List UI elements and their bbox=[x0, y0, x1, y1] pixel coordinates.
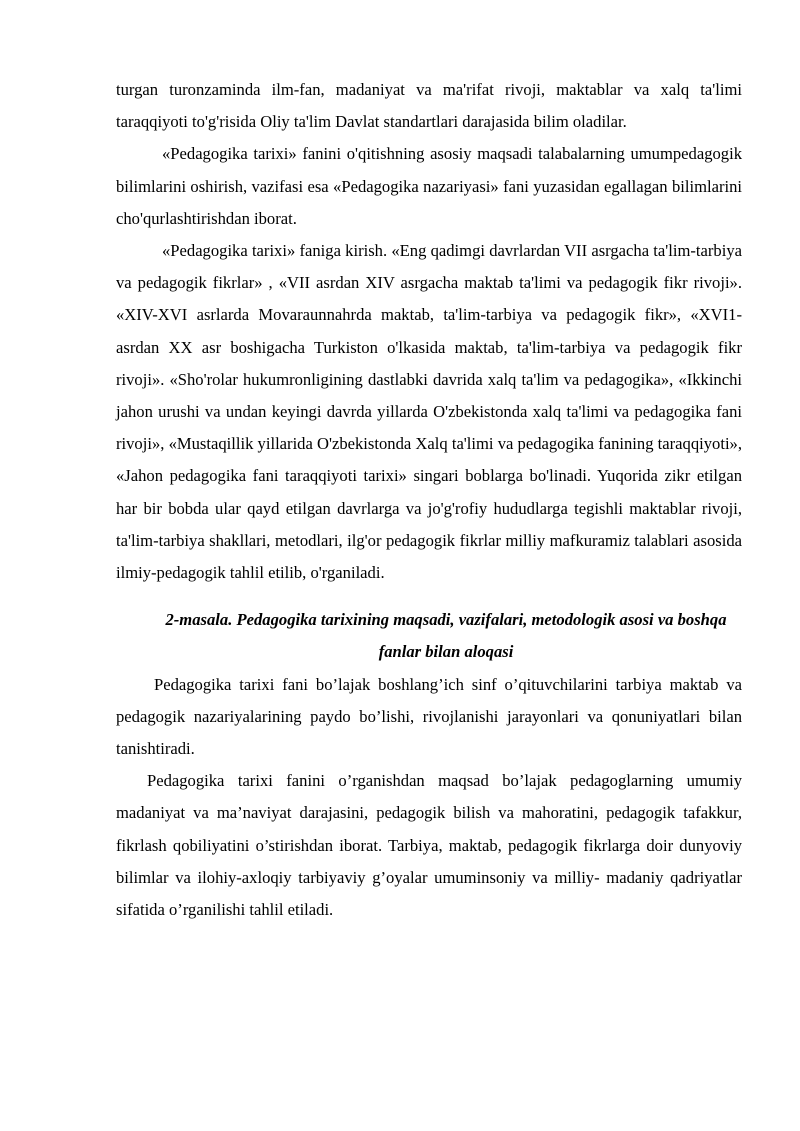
paragraph-course-chapters: «Pedagogika tarixi» faniga kirish. «Eng qadimgi davrlardan VII asrgacha ta'lim-tarbiya va pedagogik fikrlar» , «VII asrdan XIV asrgacha maktab ta'limi va pedagogik fikr rivoji». «XIV-XVI asrlarda Movaraunnahrda maktab, ta'lim-tarbiya va pedagogik fikr», «XVI1- asrdan XX asr boshigacha Turkiston o'lkasida maktab, ta'lim-tarbiya va pedagogik fikr rivoji». «Sho'rolar hukumronligining dastlabki davrida xalq ta'lim va pedagogika», «Ikkinchi jahon urushi va undan keyingi davrda yillarda O'zbekistonda xalq ta'limi va pedagogika fani rivoji», «Mustaqillik yillarida O'zbekistonda Xalq ta'limi va pedagogika fanining taraqqiyoti», «Jahon pedagogika fani taraqqiyoti tarixi» singari boblarga bo'linadi. Yuqorida zikr etilgan har bir bobda ular qayd etilgan davrlarga va jo'g'rofiy hududlarga tegishli maktablar rivoji, ta'lim-tarbiya shakllari, metodlari, ilg'or pedagogik fikrlar milliy mafkuramiz talablari asosida ilmiy-pedagogik tahlil etilib, o'rganiladi. bbox=[116, 241, 742, 583]
section-title: Pedagogika tarixining maqsadi, vazifalari, metodologik asosi va boshqa fanlar bilan aloqasi bbox=[236, 610, 727, 662]
document-page bbox=[116, 74, 742, 926]
section-separator: . bbox=[228, 610, 233, 630]
section-number: 2-masala bbox=[165, 610, 229, 630]
paragraph-subject-goal: Pedagogika tarixi fanini o’rganishdan maqsad bo’lajak pedagoglarning umumiy madaniyat va ma’naviyat darajasini, pedagogik bilish va mahoratini, pedagogik tafakkur, fikrlash qobiliyatini o’stirishdan iborat. Tarbiya, maktab, pedagogik fikrlarga doir dunyoviy bilimlar va ilohiy-axloqiy tarbiyaviy g’oyalar umuminsoniy va milliy- madaniy qadriyatlar sifatida o’rganilishi tahlil etiladi. bbox=[116, 771, 742, 920]
paragraph-continuation: turgan turonzaminda ilm-fan, madaniyat va ma'rifat rivoji, maktablar va xalq ta'limi taraqqiyoti to'g'risida Oliy ta'lim Davlat standartlari darajasida bilim oladilar. bbox=[116, 80, 742, 132]
paragraph-subject-intro: Pedagogika tarixi fani bo’lajak boshlang’ich sinf o’qituvchilarini tarbiya maktab va pedagogik nazariyalarining paydo bo’lishi, rivojlanishi jarayonlari va qonuniyatlari bilan tanishtiradi. bbox=[116, 674, 742, 759]
section-heading bbox=[116, 604, 742, 668]
paragraph-course-aim: «Pedagogika tarixi» fanini o'qitishning asosiy maqsadi talabalarning umumpedagogik bilimlarini oshirish, vazifasi esa «Pedagogika nazariyasi» fani yuzasidan egallagan bilimlarini cho'qurlashtirishdan iborat. bbox=[116, 144, 742, 228]
